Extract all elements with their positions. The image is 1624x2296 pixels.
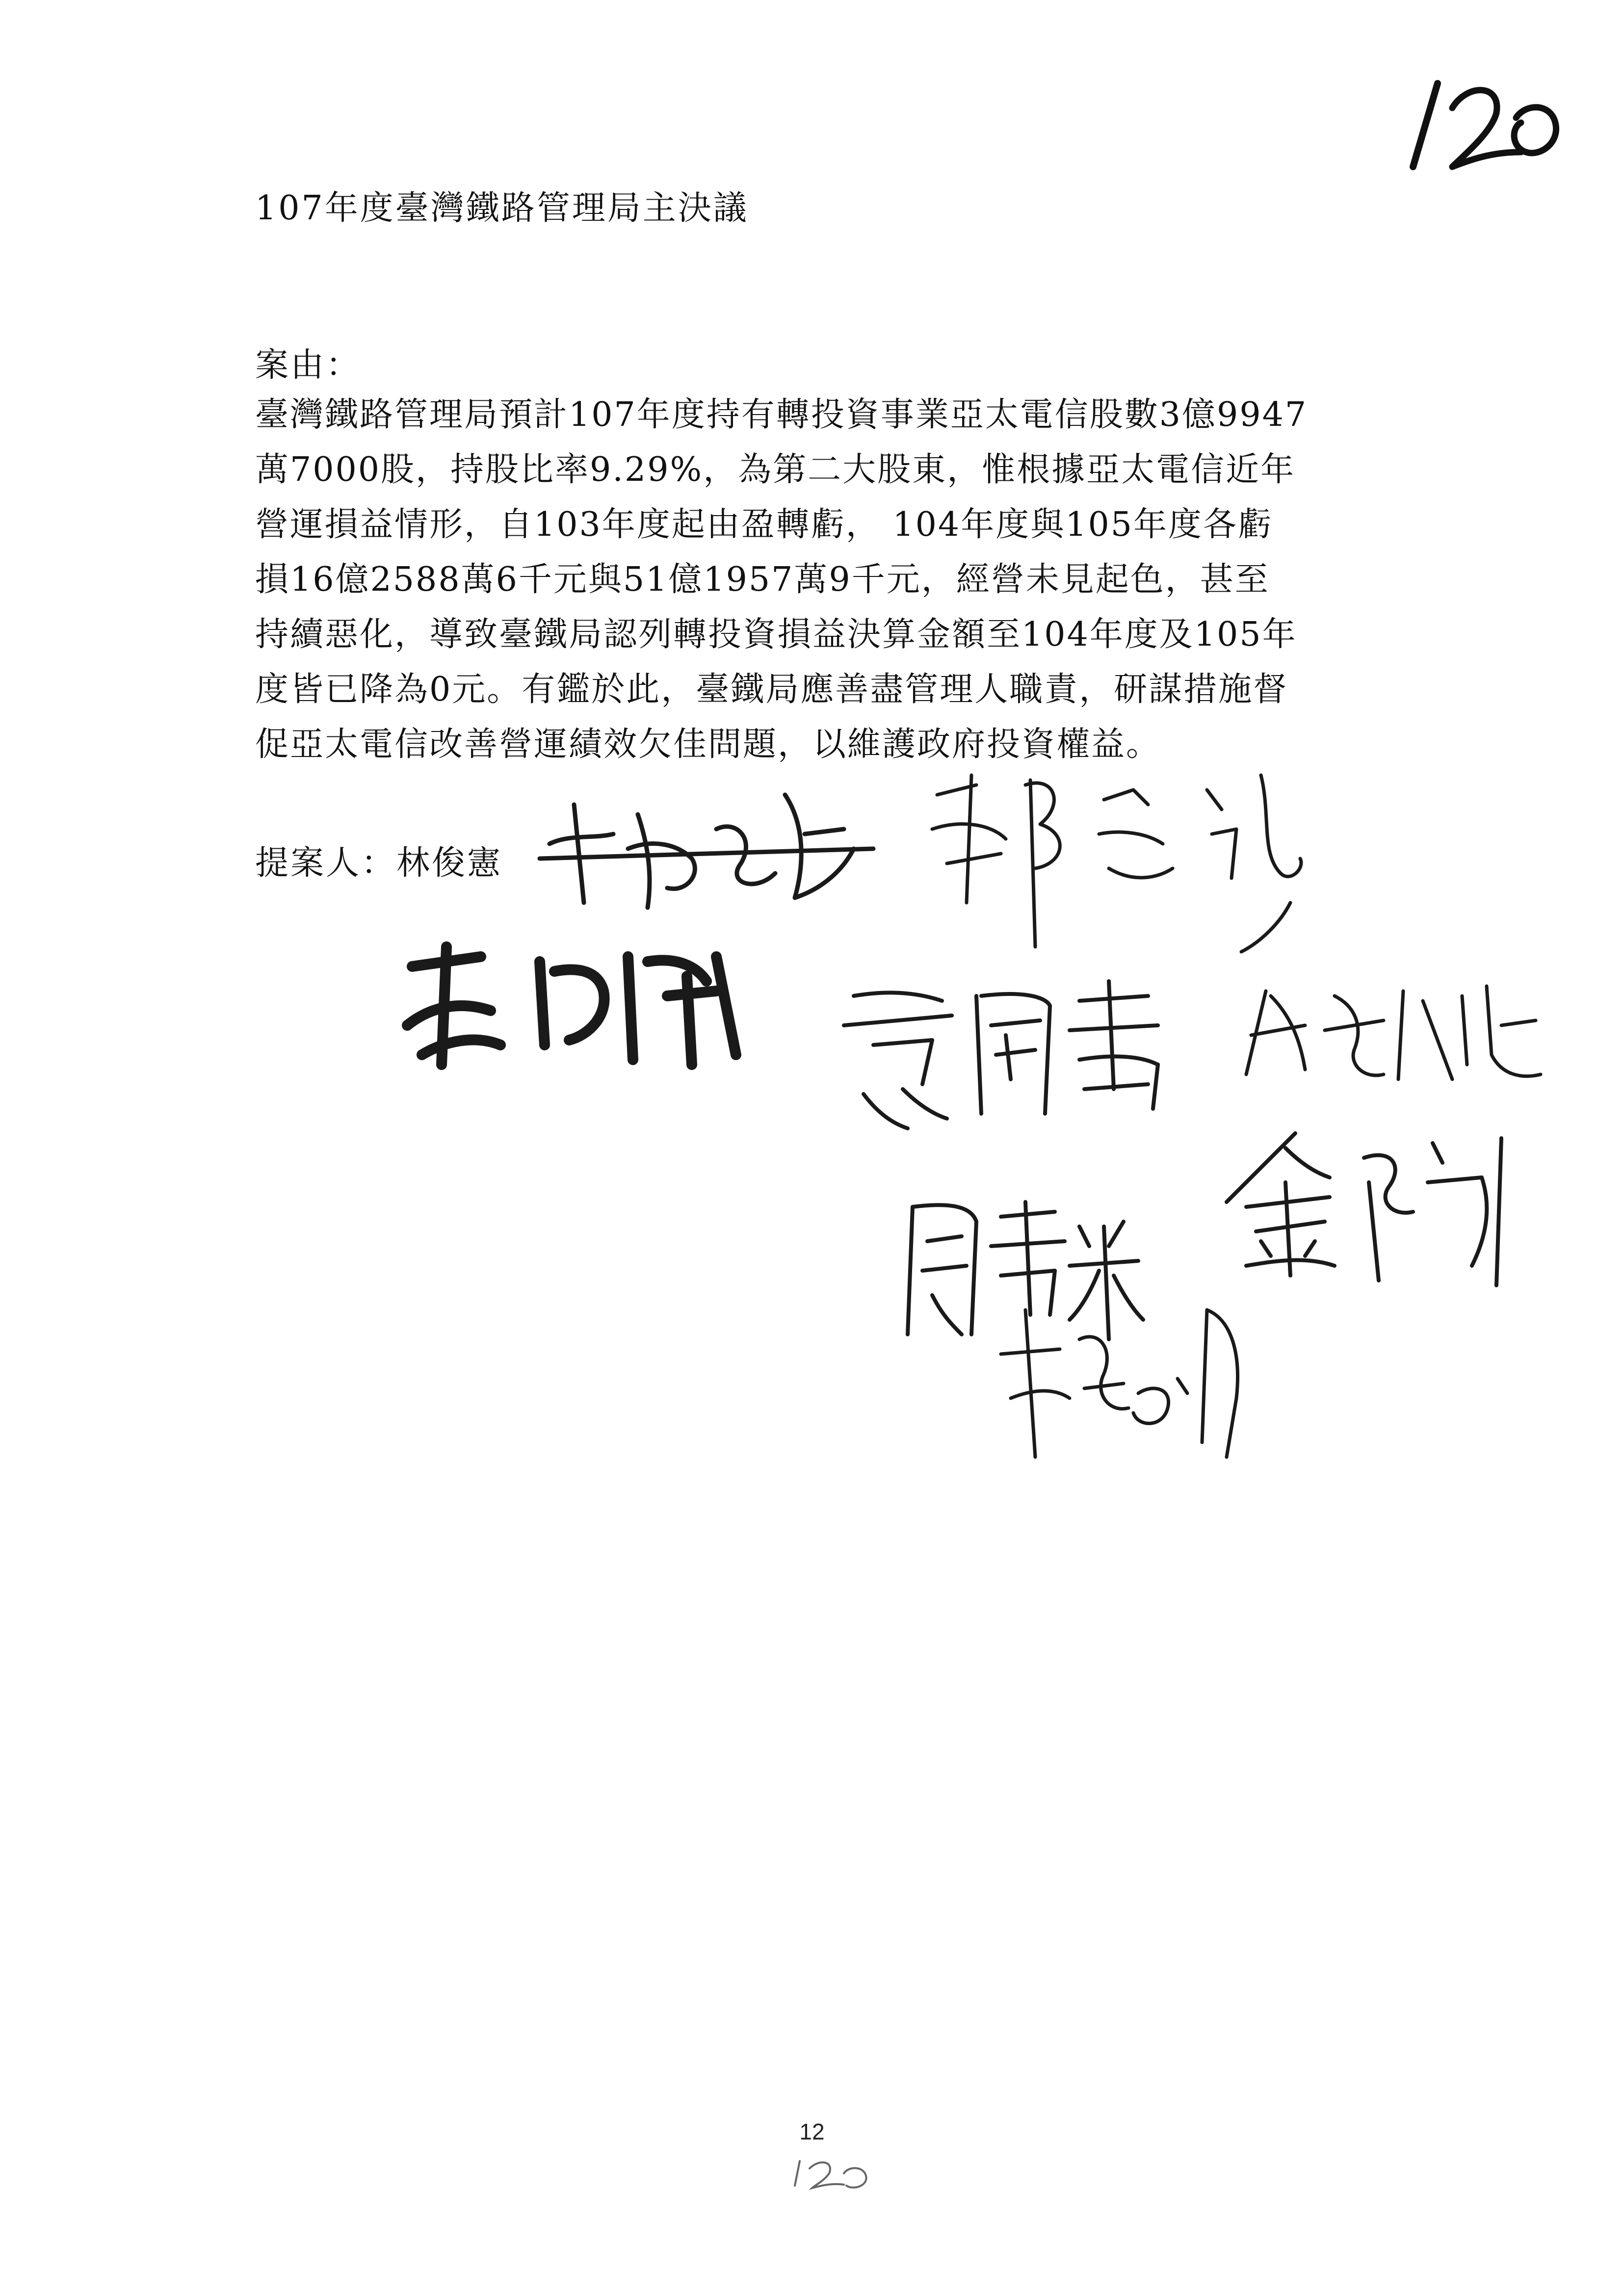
case-line: 持續惡化，導致臺鐵局認列轉投資損益決算金額至104年度及105年	[255, 615, 1297, 654]
document-title: 107年度臺灣鐵路管理局主決議	[255, 189, 749, 228]
case-body	[255, 388, 1423, 772]
case-line: 促亞太電信改善營運績效欠佳問題，以維護政府投資權益。	[255, 725, 1161, 764]
signature-2	[917, 756, 1320, 962]
signature-3	[393, 927, 765, 1074]
page-number: 12	[799, 2119, 825, 2144]
handwritten-page-mark-bottom	[785, 2156, 873, 2191]
signature-7	[1217, 1119, 1521, 1305]
case-line: 損16億2588萬6千元與51億1957萬9千元，經營未見起色，甚至	[255, 560, 1270, 599]
case-line: 臺灣鐵路管理局預計107年度持有轉投資事業亞太電信股數3億9947	[255, 395, 1308, 434]
signature-4	[834, 966, 1178, 1133]
case-line: 萬7000股，持股比率9.29%，為第二大股東，惟根據亞太電信近年	[255, 450, 1296, 489]
proposer-line: 提案人：林俊憲	[255, 844, 503, 883]
case-line: 度皆已降為0元。有鑑於此，臺鐵局應善盡管理人職責，研謀措施督	[255, 670, 1288, 709]
signature-8	[991, 1280, 1266, 1487]
case-label: 案由：	[255, 346, 362, 385]
signature-5	[1236, 966, 1550, 1104]
signature-1	[530, 775, 903, 922]
case-line: 營運損益情形，自103年度起由盈轉虧， 104年度與105年度各虧	[255, 505, 1273, 544]
handwritten-page-mark	[1393, 74, 1570, 177]
